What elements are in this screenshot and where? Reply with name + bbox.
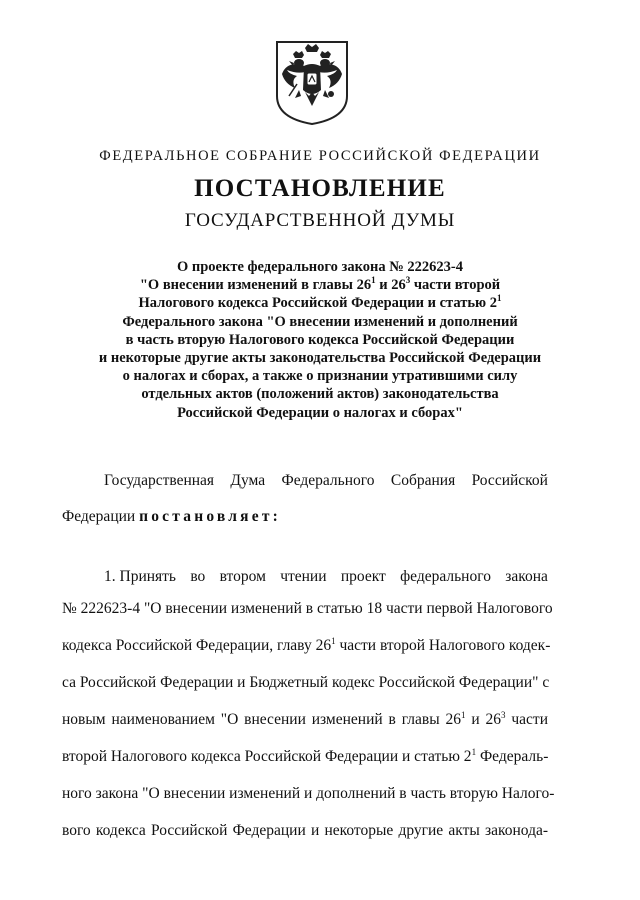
paragraph-1-line: второй Налогового кодекса Российской Федерации и статью $2^1$ Федераль- (62, 747, 549, 765)
bill-title-line: отдельных актов (положений актов) законодательства (141, 386, 499, 403)
paragraph-1-line: ного закона "О внесении изменений и дополнений в часть вторую Налого- (62, 785, 555, 802)
intro-line: Федерации постановляет: (62, 508, 281, 525)
document-title: ПОСТАНОВЛЕНИЕ (194, 175, 446, 202)
bill-title-line: в часть вторую Налогового кодекса Российской Федерации (125, 331, 515, 348)
bill-title-line: Налогового кодекса Российской Федерации и статью $2^1$ (138, 293, 502, 312)
bill-title-line: и некоторые другие акты законодательства Российской Федерации (98, 350, 542, 367)
bill-title-line: "О внесении изменений в главы $26^1$ и $26^3$ части второй (139, 275, 501, 294)
intro-line: Государственная Дума Федерального Собрания Российской (104, 472, 548, 489)
bill-title-line: Российской Федерации о налогах и сборах" (177, 404, 463, 421)
paragraph-1-line: новым наименованием "О внесении изменений в главы $26^1$ и $26^3$ части (62, 710, 548, 728)
document-subtitle: ГОСУДАРСТВЕННОЙ ДУМЫ (184, 210, 456, 231)
coat-of-arms-emblem (275, 40, 349, 126)
bill-title-line: О проекте федерального закона № 222623-4 (176, 259, 464, 275)
federal-assembly-header: ФЕДЕРАЛЬНОЕ СОБРАНИЕ РОССИЙСКОЙ ФЕДЕРАЦИИ (99, 148, 541, 164)
double-headed-eagle-icon (275, 40, 349, 126)
paragraph-1-line: 1. Принять во втором чтении проект федерального закона (104, 568, 548, 585)
bill-title-block (50, 258, 590, 422)
paragraph-1-line: № 222623-4 "О внесении изменений в статью 18 части первой Налогового (62, 600, 553, 617)
paragraph-1-line: вого кодекса Российской Федерации и некоторые другие акты законода- (62, 822, 548, 839)
bill-title-line: о налогах и сборах, а также о признании утратившими силу (122, 368, 518, 385)
resolves-word: постановляет: (139, 508, 281, 525)
bill-title-line: Федерального закона "О внесении изменений и дополнений (122, 313, 518, 330)
paragraph-1-line: са Российской Федерации и Бюджетный кодекс Российской Федерации" с (62, 674, 550, 691)
paragraph-1-line: кодекса Российской Федерации, главу $26^1$ части второй Налогового кодек- (62, 636, 551, 654)
